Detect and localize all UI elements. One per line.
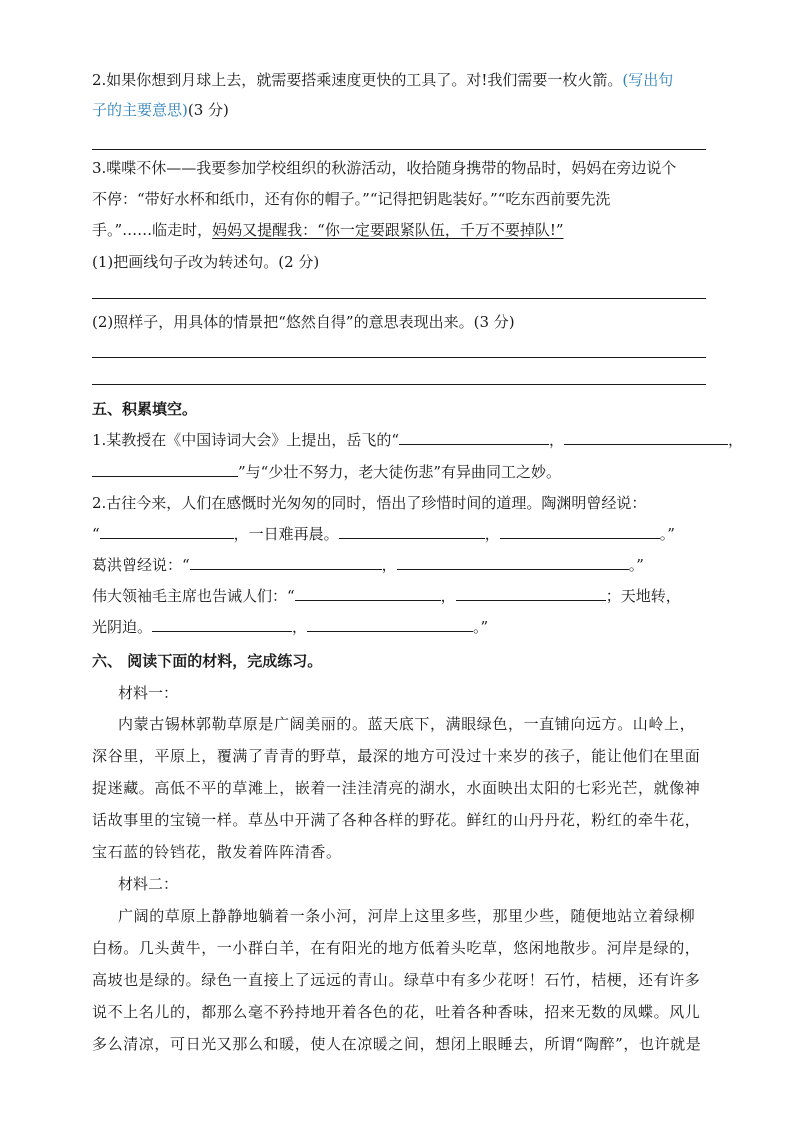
q3-sub2: (2)照样子，用具体的情景把“悠然自得”的意思表现出来。(3 分) <box>92 313 515 331</box>
q3-sub1: (1)把画线句子改为转述句。(2 分) <box>92 253 320 271</box>
s5-q1-line1 <box>92 430 743 450</box>
s5-mao-line1 <box>92 586 681 606</box>
material1-line-5: 宝石蓝的铃铛花，散发着阵阵清香。 <box>92 843 342 861</box>
s5-mao-line2-prefix: 光阴迫。 <box>92 618 153 636</box>
s5-tao-blank-2[interactable] <box>339 524 485 539</box>
s5-mao-line2 <box>92 617 488 637</box>
q3-line3 <box>92 220 564 240</box>
section5-title: 五、积累填空。 <box>92 400 198 418</box>
s5-q1-blank-3[interactable] <box>92 462 238 477</box>
material2-line-1: 广阔的草原上静静地躺着一条小河，河岸上这里多些，那里少些，随便地站立着绿柳 <box>118 907 696 925</box>
material1-line-3: 捉迷藏。高低不平的草滩上，嵌着一洼洼清亮的湖水，水面映出太阳的七彩光芒，就像神 <box>92 779 701 797</box>
s5-mao-line2-close: 。” <box>473 618 489 636</box>
s5-q1-end-comma: ， <box>728 431 744 449</box>
q2-hint-part1: (写出句 <box>622 71 674 89</box>
s5-mao-prefix: 伟大领袖毛主席也告诫人们：“ <box>92 587 295 605</box>
s5-q1-blank-1[interactable] <box>399 430 549 445</box>
material2-label: 材料二： <box>118 875 179 893</box>
material1-line-2: 深谷里，平原上，覆满了青青的野草，最深的地方可没过十来岁的孩子，能让他们在里面 <box>92 747 701 765</box>
material2-line-2: 白杨。几头黄牛，一小群白羊，在有阳光的地方低着头吃草，悠闲地散步。河岸是绿的， <box>92 939 701 957</box>
s5-tao-comma: ， <box>484 525 500 543</box>
q2-text: 2.如果你想到月球上去，就需要搭乘速度更快的工具了。对!我们需要一枚火箭。 <box>92 71 623 89</box>
q3-line2: 不停：“带好水杯和纸巾，还有你的帽子。”“记得把钥匙装好。”“吃东西前要先洗 <box>92 190 611 208</box>
s5-mao-mid: ；天地转， <box>605 587 681 605</box>
s5-q1-blank-2[interactable] <box>564 430 728 445</box>
s5-tao-blank-3[interactable] <box>500 524 660 539</box>
q2-score: (3 分) <box>187 101 229 119</box>
s5-mao-line2-comma: ， <box>292 618 308 636</box>
q2-line2 <box>92 100 229 120</box>
s5-q1-prefix: 1.某教授在《中国诗词大会》上提出，岳飞的“ <box>92 431 399 449</box>
s5-q1-line2 <box>92 462 561 482</box>
q3-line1: 3.喋喋不休——我要参加学校组织的秋游活动，收拾随身携带的物品时，妈妈在旁边说个 <box>92 159 677 177</box>
s5-tao-blank-1[interactable] <box>100 524 234 539</box>
s5-gehong-blank-1[interactable] <box>190 555 382 570</box>
q3-line3-prefix: 手。”……临走时， <box>92 221 213 239</box>
material1-label: 材料一： <box>118 684 179 702</box>
s5-taoyuanming-line <box>92 524 675 544</box>
s5-gehong-prefix: 葛洪曾经说：“ <box>92 556 190 574</box>
q2-hint-part2: 子的主要意思) <box>92 101 188 119</box>
section6-title: 六、 阅读下面的材料，完成练习。 <box>92 652 323 670</box>
s5-gehong-comma: ， <box>381 556 397 574</box>
q3-sub1-answer-line[interactable] <box>92 298 706 299</box>
s5-q1-comma: ， <box>548 431 564 449</box>
s5-tao-close: 。” <box>659 525 675 543</box>
s5-q1-suffix: ”与“少壮不努力，老大徒伤悲”有异曲同工之妙。 <box>238 463 562 481</box>
material1-line-1: 内蒙古锡林郭勒草原是广阔美丽的。蓝天底下，满眼绿色，一直铺向远方。山岭上， <box>118 715 696 733</box>
q3-sub2-answer-line-2[interactable] <box>92 384 706 385</box>
s5-q2-intro: 2.古往今来，人们在感慨时光匆匆的同时，悟出了珍惜时间的道理。陶渊明曾经说： <box>92 494 647 512</box>
s5-mao-blank-1[interactable] <box>295 586 441 601</box>
s5-gehong-line <box>92 555 644 575</box>
s5-mao-blank-4[interactable] <box>307 617 473 632</box>
material2-line-3: 高坡也是绿的。绿色一直接上了远远的青山。绿草中有多少花呀！石竹，桔梗，还有许多 <box>92 971 701 989</box>
material1-line-4: 话故事里的宝镜一样。草丛中开满了各种各样的野花。鲜红的山丹丹花，粉红的牵牛花， <box>92 811 701 829</box>
s5-gehong-blank-2[interactable] <box>397 555 629 570</box>
q3-underlined-sentence: 妈妈又提醒我：“你一定要跟紧队伍，千万不要掉队!” <box>212 221 564 239</box>
q3-sub2-answer-line-1[interactable] <box>92 357 706 358</box>
s5-mao-blank-3[interactable] <box>152 617 292 632</box>
q2-line1 <box>92 70 673 90</box>
s5-mao-comma: ， <box>440 587 456 605</box>
s5-mao-blank-2[interactable] <box>456 586 606 601</box>
s5-gehong-close: 。” <box>628 556 644 574</box>
material2-line-4: 说不上名儿的，都那么毫不矜持地开着各色的花，吐着各种香味，招来无数的凤蝶。风儿 <box>92 1003 701 1021</box>
s5-tao-open-quote: “ <box>92 525 100 543</box>
material2-line-5: 多么清凉，可日光又那么和暖，使人在凉暖之间，想闭上眼睡去，所谓“陶醉”，也许就是 <box>92 1035 702 1053</box>
s5-tao-mid: ，一日难再晨。 <box>233 525 339 543</box>
q2-answer-line[interactable] <box>92 149 706 150</box>
